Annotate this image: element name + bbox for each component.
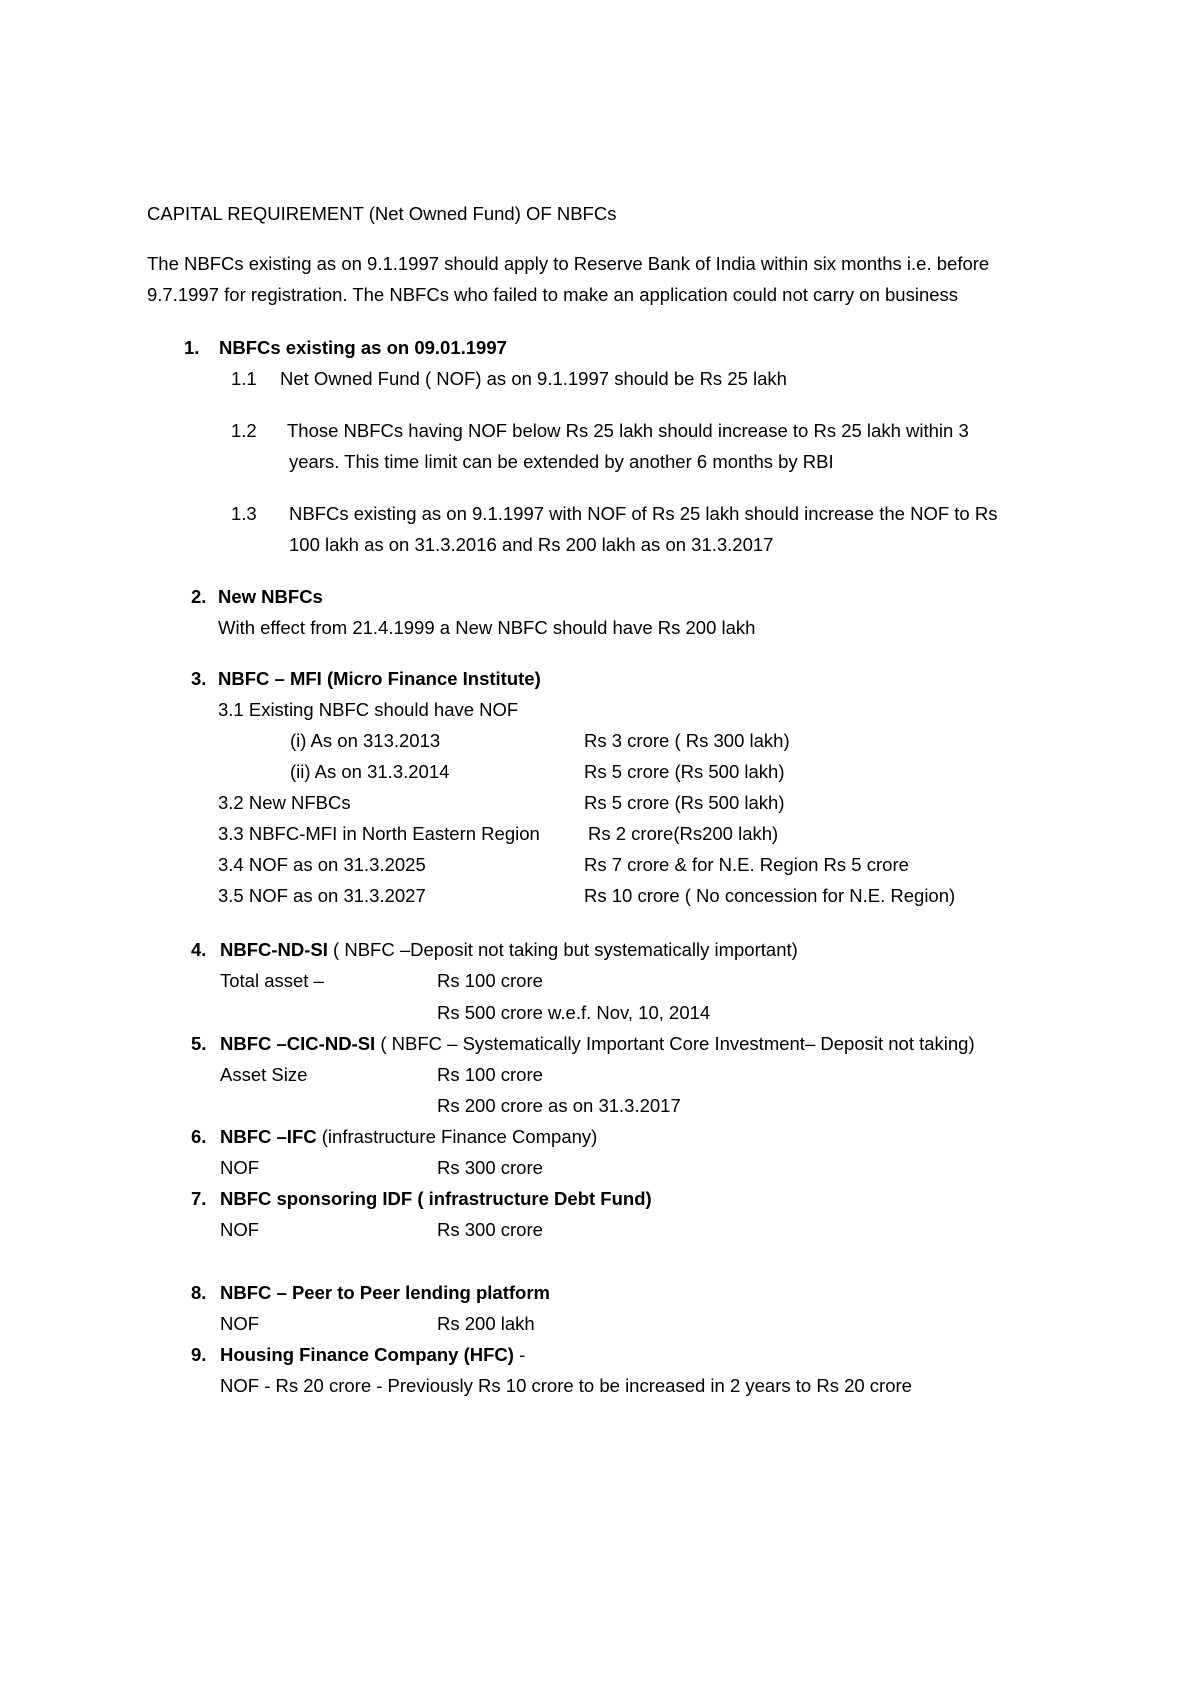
item-3-1-ii-label: (ii) As on 31.3.2014 bbox=[290, 761, 450, 782]
item-3-2-label: 3.2 New NFBCs bbox=[218, 792, 351, 813]
section-6-value: Rs 300 crore bbox=[437, 1157, 543, 1178]
item-3-1-text: 3.1 Existing NBFC should have NOF bbox=[218, 699, 519, 720]
item-1-2-line-1: Those NBFCs having NOF below Rs 25 lakh should increase to Rs 25 lakh within 3 bbox=[287, 420, 969, 441]
section-1-heading: NBFCs existing as on 09.01.1997 bbox=[219, 337, 507, 358]
section-5-label: Asset Size bbox=[220, 1064, 308, 1085]
section-4-value-1: Rs 100 crore bbox=[437, 970, 543, 991]
item-3-1-ii-value: Rs 5 crore (Rs 500 lakh) bbox=[584, 761, 785, 782]
document-title: CAPITAL REQUIREMENT (Net Owned Fund) OF NBFCs bbox=[147, 203, 617, 224]
section-2-number: 2. bbox=[191, 586, 207, 607]
section-5-value-2: Rs 200 crore as on 31.3.2017 bbox=[437, 1095, 681, 1116]
section-9-heading-suffix: - bbox=[513, 1344, 526, 1365]
item-1-2-number: 1.2 bbox=[231, 420, 257, 441]
item-1-1-number: 1.1 bbox=[231, 368, 257, 389]
section-5-heading-line bbox=[220, 1033, 975, 1055]
item-3-4-label: 3.4 NOF as on 31.3.2025 bbox=[218, 854, 426, 875]
intro-line-1: The NBFCs existing as on 9.1.1997 should apply to Reserve Bank of India within six months i.e. before bbox=[147, 253, 990, 274]
item-1-2-line-2: years. This time limit can be extended by another 6 months by RBI bbox=[289, 451, 834, 472]
section-6-heading: NBFC –IFC bbox=[220, 1126, 317, 1147]
section-5-value-1: Rs 100 crore bbox=[437, 1064, 543, 1085]
section-7-heading: NBFC sponsoring IDF ( infrastructure Debt Fund) bbox=[220, 1188, 652, 1209]
item-3-2-value: Rs 5 crore (Rs 500 lakh) bbox=[584, 792, 785, 813]
section-9-text: NOF - Rs 20 crore - Previously Rs 10 crore to be increased in 2 years to Rs 20 crore bbox=[220, 1375, 912, 1396]
section-5-number: 5. bbox=[191, 1033, 207, 1054]
section-2-text: With effect from 21.4.1999 a New NBFC should have Rs 200 lakh bbox=[218, 617, 756, 638]
item-3-5-value: Rs 10 crore ( No concession for N.E. Region) bbox=[584, 885, 956, 906]
section-5-heading: NBFC –CIC-ND-SI bbox=[220, 1033, 376, 1054]
item-3-4-value: Rs 7 crore & for N.E. Region Rs 5 crore bbox=[584, 854, 909, 875]
section-7-number: 7. bbox=[191, 1188, 207, 1209]
section-4-label: Total asset – bbox=[220, 970, 324, 991]
intro-line-2: 9.7.1997 for registration. The NBFCs who failed to make an application could not carry on business bbox=[147, 284, 959, 305]
section-8-label: NOF bbox=[220, 1313, 260, 1334]
section-6-heading-description: (infrastructure Finance Company) bbox=[316, 1126, 598, 1147]
section-4-number: 4. bbox=[191, 939, 207, 960]
item-3-3-value: Rs 2 crore(Rs200 lakh) bbox=[588, 823, 779, 844]
section-3-number: 3. bbox=[191, 668, 207, 689]
section-1-number: 1. bbox=[184, 337, 200, 358]
item-1-1-text: Net Owned Fund ( NOF) as on 9.1.1997 should be Rs 25 lakh bbox=[280, 368, 787, 389]
section-8-number: 8. bbox=[191, 1282, 207, 1303]
section-6-number: 6. bbox=[191, 1126, 207, 1147]
section-2-heading: New NBFCs bbox=[218, 586, 323, 607]
section-5-heading-description: ( NBFC – Systematically Important Core Investment– Deposit not taking) bbox=[375, 1033, 975, 1054]
item-3-1-i-label: (i) As on 313.2013 bbox=[290, 730, 441, 751]
section-9-heading-line bbox=[220, 1344, 525, 1366]
item-3-1-i-value: Rs 3 crore ( Rs 300 lakh) bbox=[584, 730, 790, 751]
item-1-3-line-2: 100 lakh as on 31.3.2016 and Rs 200 lakh as on 31.3.2017 bbox=[289, 534, 774, 555]
item-1-3-number: 1.3 bbox=[231, 503, 257, 524]
section-8-value: Rs 200 lakh bbox=[437, 1313, 535, 1334]
item-1-3-line-1: NBFCs existing as on 9.1.1997 with NOF of Rs 25 lakh should increase the NOF to Rs bbox=[289, 503, 998, 524]
section-4-value-2: Rs 500 crore w.e.f. Nov, 10, 2014 bbox=[437, 1002, 711, 1023]
section-9-number: 9. bbox=[191, 1344, 207, 1365]
item-3-3-label: 3.3 NBFC-MFI in North Eastern Region bbox=[218, 823, 540, 844]
section-4-heading: NBFC-ND-SI bbox=[220, 939, 328, 960]
section-3-heading: NBFC – MFI (Micro Finance Institute) bbox=[218, 668, 541, 689]
section-6-label: NOF bbox=[220, 1157, 260, 1178]
section-4-heading-line bbox=[220, 939, 798, 961]
section-7-value: Rs 300 crore bbox=[437, 1219, 543, 1240]
section-9-heading: Housing Finance Company (HFC) bbox=[220, 1344, 514, 1365]
section-7-label: NOF bbox=[220, 1219, 260, 1240]
section-4-heading-description: ( NBFC –Deposit not taking but systematically important) bbox=[327, 939, 798, 960]
section-8-heading: NBFC – Peer to Peer lending platform bbox=[220, 1282, 550, 1303]
section-6-heading-line bbox=[220, 1126, 597, 1148]
item-3-5-label: 3.5 NOF as on 31.3.2027 bbox=[218, 885, 426, 906]
